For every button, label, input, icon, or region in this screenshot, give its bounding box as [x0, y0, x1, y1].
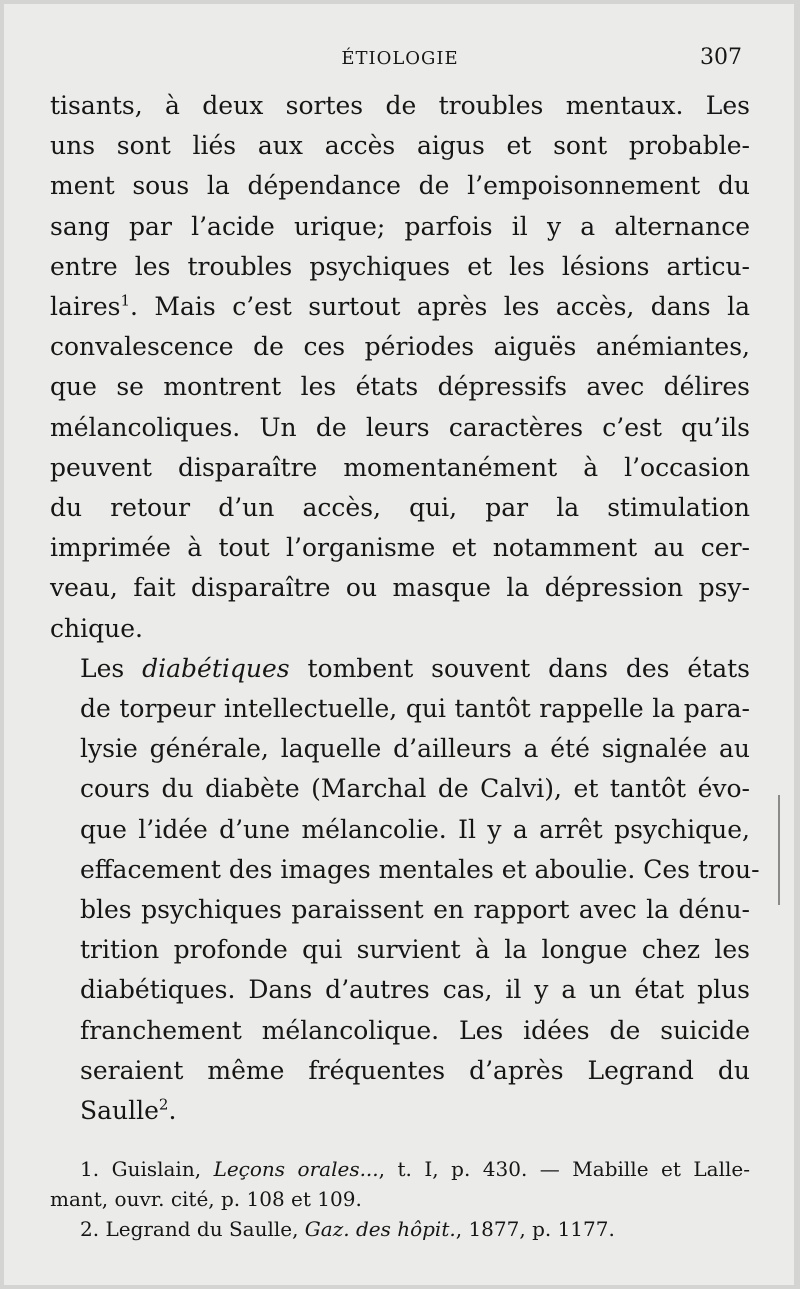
- text-line: entre les troubles psychiques et les lésions articu-: [50, 251, 750, 281]
- paragraph-gout: [50, 86, 750, 649]
- text-line: mélancoliques. Un de leurs caractères c’est qu’ils: [50, 412, 750, 442]
- text-line: peuvent disparaître momentanément à l’occasion: [50, 452, 750, 482]
- text-line: franchement mélancolique. Les idées de suicide: [80, 1015, 750, 1045]
- line-fragment: Saulle: [80, 1096, 159, 1126]
- text-line: diabétiques. Dans d’autres cas, il y a un état plus: [80, 975, 750, 1005]
- text-line: tisants, à deux sortes de troubles mentaux. Les: [50, 91, 750, 120]
- footnote-ref-2: 2: [158, 1095, 169, 1114]
- text-line: [50, 287, 750, 327]
- text-line: veau, fait disparaître ou masque la dépression psy-: [50, 573, 750, 603]
- text-line: que l’idée d’une mélancolie. Il y a arrêt psychique,: [80, 814, 750, 844]
- footnote-number: 1.: [80, 1157, 100, 1181]
- page-number: 307: [700, 45, 742, 70]
- line-fragment: . Mais c’est surtout après les accès, dans la: [130, 292, 750, 322]
- line-fragment: Les: [80, 653, 143, 683]
- text-line: cours du diabète (Marchal de Calvi), et tantôt évo-: [80, 774, 750, 804]
- text-line: seraient même fréquentes d’après Legrand du: [80, 1055, 750, 1085]
- text-line: lysie générale, laquelle d’ailleurs a été signalée au: [80, 734, 750, 764]
- footnote-1-continued: mant, ouvr. cité, p. 108 et 109.: [50, 1187, 362, 1211]
- footnote-2: [50, 1214, 750, 1244]
- footnote-title: Gaz. des hôpit.: [304, 1217, 456, 1241]
- footnote-ref-1: 1: [120, 291, 131, 310]
- text-line: de torpeur intellectuelle, qui tantôt rappelle la para-: [80, 694, 750, 724]
- text-line: [50, 1091, 750, 1131]
- text-line: bles psychiques paraissent en rapport avec la dénu-: [80, 895, 750, 925]
- text-line: du retour d’un accès, qui, par la stimulation: [50, 493, 750, 523]
- running-title: ÉTIOLOGIE: [341, 48, 459, 69]
- italic-term: diabétiques: [142, 653, 290, 683]
- body-text: [50, 86, 760, 1131]
- paragraph-diabetes: [50, 649, 760, 1131]
- text-line: convalescence de ces périodes aiguës anémiantes,: [50, 332, 750, 362]
- line-fragment: laires: [50, 292, 121, 322]
- line-fragment: tombent souvent dans des états: [289, 653, 750, 683]
- text-line: effacement des images mentales et aboulie. Ces trou-: [80, 854, 760, 884]
- text-line: trition profonde qui survient à la longue chez les: [80, 935, 750, 965]
- margin-pencil-mark: [778, 795, 780, 905]
- text-line: imprimée à tout l’organisme et notamment au cer-: [50, 533, 750, 563]
- footnote-text: , 1877, p. 1177.: [455, 1217, 615, 1241]
- text-line: chique.: [50, 613, 143, 643]
- text-line: [50, 649, 750, 689]
- text-line: sang par l’acide urique; parfois il y a alternance: [50, 211, 750, 241]
- footnote-title: Leçons orales...: [213, 1157, 379, 1181]
- text-line: que se montrent les états dépressifs avec délires: [50, 372, 750, 402]
- footnotes: [50, 1154, 750, 1244]
- footnote-author: Guislain,: [111, 1157, 214, 1181]
- footnote-author: Legrand du Saulle,: [105, 1217, 305, 1241]
- footnote-text: , t. I, p. 430. — Mabille et Lalle-: [378, 1157, 750, 1181]
- line-fragment: .: [168, 1096, 177, 1126]
- footnote-1: [50, 1154, 750, 1184]
- text-line: ment sous la dépendance de l’empoisonnement du: [50, 171, 750, 201]
- footnote-number: 2.: [80, 1217, 100, 1241]
- text-line: uns sont liés aux accès aigus et sont probable-: [50, 131, 750, 161]
